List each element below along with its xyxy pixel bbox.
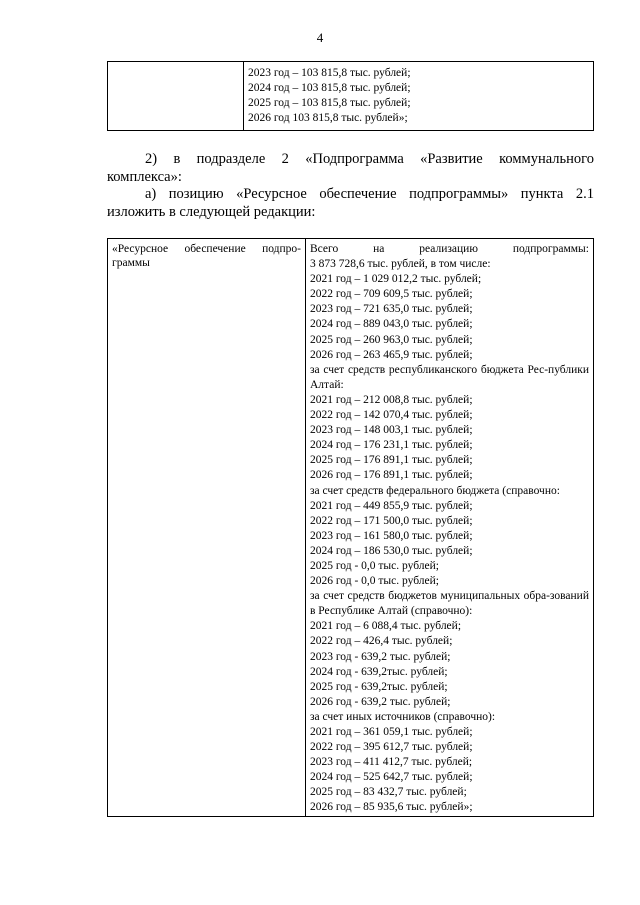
year-line: 2021 год – 1 029 012,2 тыс. рублей; (310, 273, 482, 286)
intro-word: подпрограммы: (512, 243, 589, 255)
year-line: 2021 год – 212 008,8 тыс. рублей; (310, 393, 473, 406)
year-line: 2026 год – 263 465,9 тыс. рублей; (310, 348, 473, 361)
intro-word: Всего (310, 243, 339, 255)
page-number: 4 (316, 30, 324, 45)
year-line: 2024 год – 186 530,0 тыс. рублей; (310, 544, 473, 557)
resource-label: «Ресурсное обеспечение подпро-граммы (112, 243, 301, 269)
year-line: 2024 год – 525 642,7 тыс. рублей; (310, 771, 473, 784)
amount-line: 2026 год 103 815,8 тыс. рублей»; (248, 112, 408, 125)
year-line: 2024 год - 639,2тыс. рублей; (310, 665, 448, 678)
amounts-cell (244, 62, 594, 131)
resource-label-cell (108, 239, 306, 817)
year-line: 2025 год – 260 963,0 тыс. рублей; (310, 333, 473, 346)
year-line: 2021 год – 6 088,4 тыс. рублей; (310, 620, 462, 633)
year-line: 2025 год – 83 432,7 тыс. рублей; (310, 786, 467, 799)
year-line: 2023 год – 148 003,1 тыс. рублей; (310, 424, 473, 437)
resource-values-cell (306, 239, 594, 817)
amount-line: 2025 год – 103 815,8 тыс. рублей; (248, 97, 411, 110)
federal-heading: за счет средств федерального бюджета (справочно: (310, 484, 560, 497)
year-line: 2026 год - 0,0 тыс. рублей; (310, 575, 439, 588)
year-line: 2023 год - 639,2 тыс. рублей; (310, 650, 451, 663)
year-line: 2024 год – 176 231,1 тыс. рублей; (310, 439, 473, 452)
year-line: 2022 год – 709 609,5 тыс. рублей; (310, 288, 473, 301)
year-line: 2022 год – 426,4 тыс. рублей; (310, 635, 453, 648)
paragraph-position: а) позицию «Ресурсное обеспечение подпрограммы» пункта 2.1 изложить в следующей редакции: (107, 186, 594, 220)
intro-word: на (373, 243, 385, 255)
year-line: 2023 год – 411 412,7 тыс. рублей; (310, 756, 473, 769)
year-line: 2022 год – 395 612,7 тыс. рублей; (310, 741, 473, 754)
amount-line: 2023 год – 103 815,8 тыс. рублей; (248, 67, 411, 79)
year-line: 2026 год – 176 891,1 тыс. рублей; (310, 469, 473, 482)
year-line: 2025 год – 176 891,1 тыс. рублей; (310, 454, 473, 467)
year-line: 2023 год – 721 635,0 тыс. рублей; (310, 303, 473, 316)
empty-label-cell (108, 62, 244, 131)
year-line: 2026 год - 639,2 тыс. рублей; (310, 695, 451, 708)
amount-line: 2024 год – 103 815,8 тыс. рублей; (248, 82, 411, 95)
total-line: 3 873 728,6 тыс. рублей, в том числе: (310, 258, 491, 271)
year-line: 2021 год – 361 059,1 тыс. рублей; (310, 726, 473, 738)
year-line: 2023 год – 161 580,0 тыс. рублей; (310, 529, 473, 542)
intro-line (310, 242, 589, 257)
municipal-heading: за счет средств бюджетов муниципальных обра-зований в Республике Алтай (справочно): (310, 590, 589, 618)
year-line: 2024 год – 889 043,0 тыс. рублей; (310, 318, 473, 331)
year-line: 2025 год - 639,2тыс. рублей; (310, 680, 448, 693)
paragraph-subsection: 2) в подразделе 2 «Подпрограмма «Развитие коммунального комплекса»: (107, 151, 594, 185)
resource-table (107, 238, 594, 817)
other-heading: за счет иных источников (справочно): (310, 710, 496, 723)
continued-table (107, 61, 594, 131)
year-line: 2022 год – 142 070,4 тыс. рублей; (310, 409, 473, 422)
year-line: 2025 год - 0,0 тыс. рублей; (310, 559, 439, 572)
year-line: 2026 год – 85 935,6 тыс. рублей»; (310, 801, 473, 814)
year-line: 2021 год – 449 855,9 тыс. рублей; (310, 499, 473, 512)
year-line: 2022 год – 171 500,0 тыс. рублей; (310, 514, 473, 527)
intro-word: реализацию (419, 243, 478, 255)
republic-heading: за счет средств республиканского бюджета Рес-публики Алтай: (310, 363, 589, 391)
